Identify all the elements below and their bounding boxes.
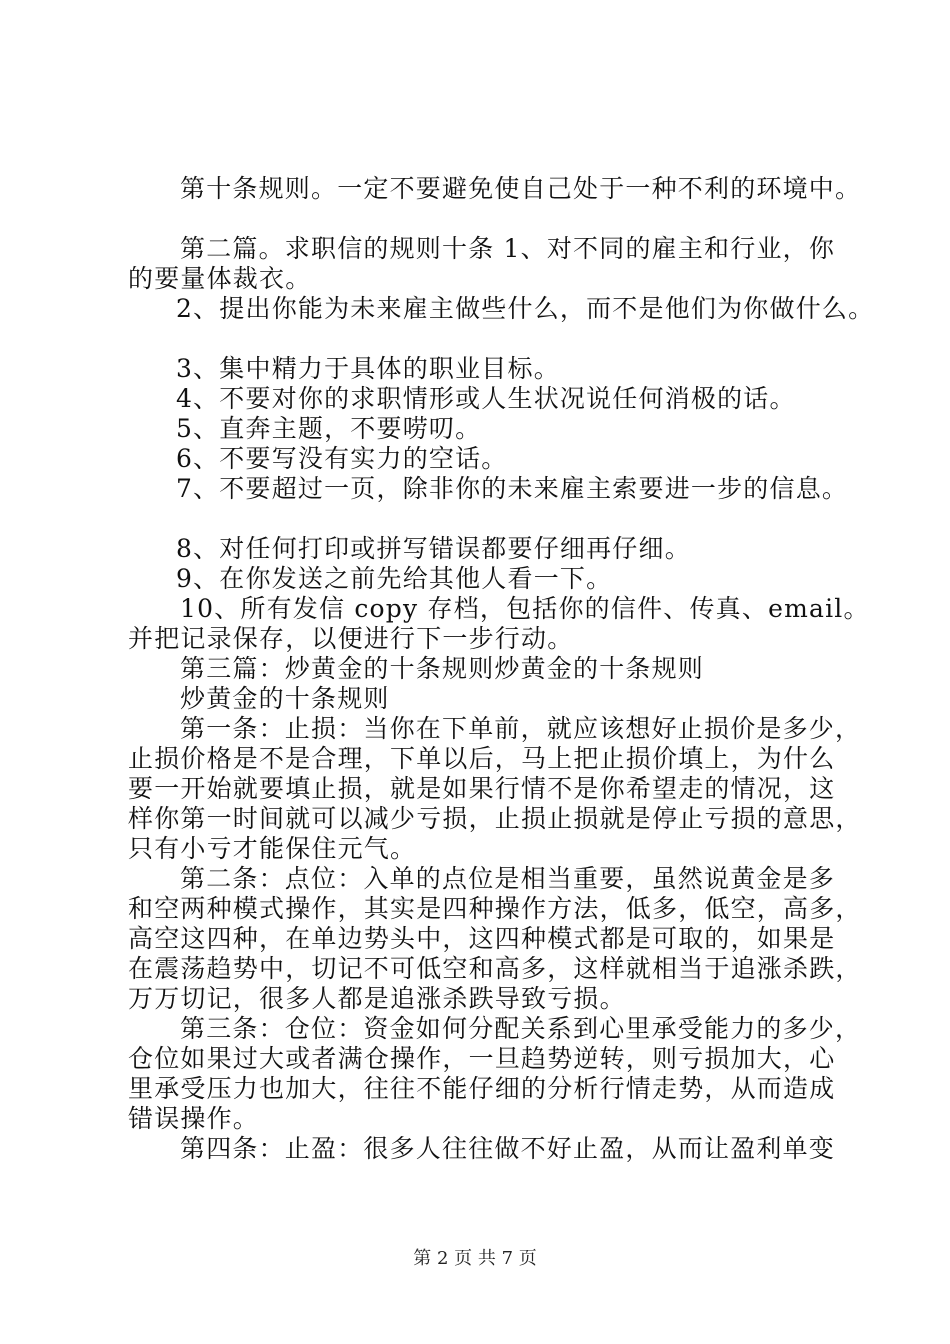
paragraph-line: 4、不要对你的求职情形或人生状况说任何消极的话。 <box>176 384 796 413</box>
paragraph-line: 要一开始就要填止损，就是如果行情不是你希望走的情况，这 <box>128 774 836 803</box>
section-subheading: 炒黄金的十条规则 <box>180 684 390 713</box>
paragraph-line: 10、所有发信 copy 存档，包括你的信件、传真、email。 <box>180 594 870 623</box>
document-body <box>128 174 875 1164</box>
paragraph-line: 万万切记，很多人都是追涨杀跌导致亏损。 <box>128 984 626 1013</box>
paragraph-line: 只有小亏才能保住元气。 <box>128 834 417 863</box>
paragraph-line: 样你第一时间就可以减少亏损，止损止损就是停止亏损的意思， <box>128 804 862 833</box>
paragraph-line: 和空两种模式操作，其实是四种操作方法，低多，低空，高多， <box>128 894 862 923</box>
paragraph-line: 7、不要超过一页，除非你的未来雇主索要进一步的信息。 <box>176 474 849 503</box>
paragraph-line: 5、直奔主题，不要唠叨。 <box>176 414 482 443</box>
paragraph-line: 第三条：仓位：资金如何分配关系到心里承受能力的多少， <box>180 1014 862 1043</box>
paragraph-line: 错误操作。 <box>128 1104 260 1133</box>
paragraph-line: 第十条规则。一定不要避免使自己处于一种不利的环境中。 <box>180 174 862 203</box>
section-heading: 第三篇：炒黄金的十条规则炒黄金的十条规则 <box>180 654 705 683</box>
paragraph-line: 高空这四种，在单边势头中，这四种模式都是可取的，如果是 <box>128 924 836 953</box>
paragraph-line: 第二条：点位：入单的点位是相当重要，虽然说黄金是多 <box>180 864 836 893</box>
paragraph-line: 仓位如果过大或者满仓操作，一旦趋势逆转，则亏损加大，心 <box>128 1044 836 1073</box>
paragraph-line: 9、在你发送之前先给其他人看一下。 <box>176 564 613 593</box>
paragraph-line: 里承受压力也加大，往往不能仔细的分析行情走势，从而造成 <box>128 1074 836 1103</box>
paragraph-line: 2、提出你能为未来雇主做些什么，而不是他们为你做什么。 <box>176 294 875 323</box>
paragraph-line: 第二篇。求职信的规则十条 1、对不同的雇主和行业，你 <box>180 234 836 263</box>
paragraph-line: 8、对任何打印或拼写错误都要仔细再仔细。 <box>176 534 691 563</box>
paragraph-line: 并把记录保存，以便进行下一步行动。 <box>128 624 574 653</box>
paragraph-line: 在震荡趋势中，切记不可低空和高多，这样就相当于追涨杀跌， <box>128 954 862 983</box>
paragraph-line: 的要量体裁衣。 <box>128 264 312 293</box>
paragraph-line: 6、不要写没有实力的空话。 <box>176 444 508 473</box>
page-footer: 第 2 页 共 7 页 <box>413 1248 537 1269</box>
paragraph-line: 第四条：止盈：很多人往往做不好止盈，从而让盈利单变 <box>180 1134 836 1163</box>
paragraph-line: 第一条：止损：当你在下单前，就应该想好止损价是多少， <box>180 714 862 743</box>
paragraph-line: 3、集中精力于具体的职业目标。 <box>176 354 560 383</box>
paragraph-line: 止损价格是不是合理，下单以后，马上把止损价填上，为什么 <box>128 744 836 773</box>
